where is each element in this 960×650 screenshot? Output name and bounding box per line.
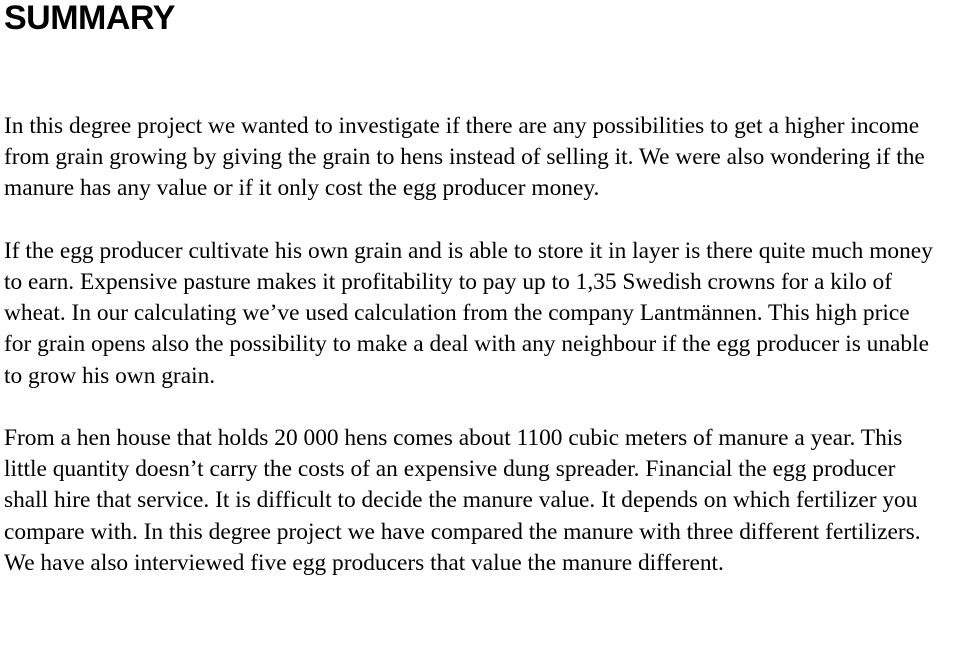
paragraph-manure-value: From a hen house that holds 20 000 hens comes about 1100 cubic meters of manure a year. This little quantity doesn’t carry the costs of an expensive dung spreader. Financial the egg producer shall hire that service. It is difficult to decide the manure value. It depends on which fertilizer you compare with. In this degree project we have compared the manure with three different fertilizers. We have also interviewed five egg producers that value the manure different. xyxy=(4,425,921,576)
summary-heading: SUMMARY xyxy=(4,0,175,37)
summary-body xyxy=(4,111,942,579)
paragraph-grain-profit: If the egg producer cultivate his own grain and is able to store it in layer is there quite much money to earn. Expensive pasture makes it profitability to pay up to 1,35 Swedish crowns for a kilo of wheat. In our calculating we’ve used calculation from the company Lantmännen. This high price for grain opens also the possibility to make a deal with any neighbour if the egg producer is unable to grow his own grain. xyxy=(4,237,933,389)
paragraph-investigation: In this degree project we wanted to investigate if there are any possibilities to get a higher income from grain growing by giving the grain to hens instead of selling it. We were also wondering if the manure has any value or if it only cost the egg producer money. xyxy=(4,113,925,202)
